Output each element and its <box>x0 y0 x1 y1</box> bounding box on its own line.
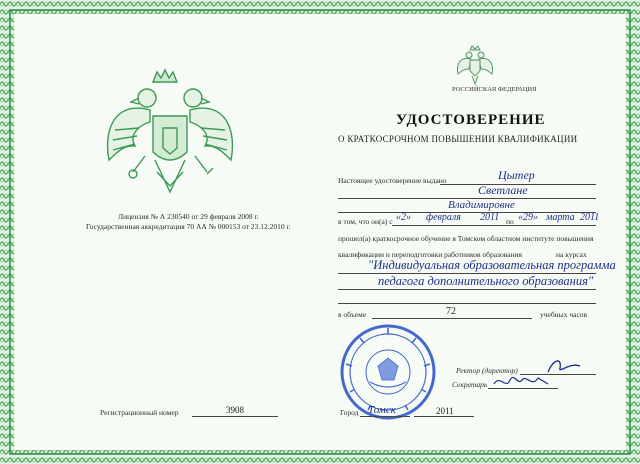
year-from: 2011 <box>480 212 500 223</box>
double-headed-eagle-icon <box>95 60 245 210</box>
month-to: марта <box>546 212 575 223</box>
accreditation-text: Государственная аккредитация 70 АА № 000153 от 23.12.2010 г. <box>86 222 291 231</box>
day-to: «29» <box>518 212 538 223</box>
course-name-line-1: "Индивидуальная образовательная программа <box>368 258 616 272</box>
city-value: Томск <box>368 404 396 416</box>
small-eagle-emblem-icon <box>455 44 495 86</box>
license-text: Лицензия № А 230540 от 29 февраля 2008 г. <box>118 212 259 221</box>
holder-name: Светлане <box>478 183 528 197</box>
reg-number-label: Регистрационный номер <box>100 408 179 417</box>
year-to: 2011 <box>580 212 600 223</box>
holder-patronymic: Владимировне <box>448 199 515 211</box>
volume-hours: 72 <box>446 306 456 317</box>
period-to-label: по <box>506 217 514 226</box>
secretary-signature <box>492 370 552 392</box>
issued-label: Настоящее удостоверение выдано <box>338 176 447 185</box>
period-from-label: в том, что он(а) с <box>338 217 393 226</box>
reg-number-value: 3908 <box>226 405 244 415</box>
volume-unit: учебных часов <box>540 310 588 319</box>
volume-label: в объеме <box>338 310 367 319</box>
issue-year: 2011 <box>436 406 454 416</box>
course-name-line-2: педагога дополнительного образования" <box>378 274 594 288</box>
training-line-2: квалификации и переподготовки работников образования <box>338 250 522 259</box>
document-subtitle: О КРАТКОСРОЧНОМ ПОВЫШЕНИИ КВАЛИФИКАЦИИ <box>338 134 578 144</box>
rector-label: Ректор (директор) <box>456 366 518 375</box>
document-title: УДОСТОВЕРЕНИЕ <box>396 112 546 128</box>
city-label: Город <box>340 408 359 417</box>
secretary-label: Секретарь <box>452 380 488 389</box>
holder-surname: Цытер <box>498 168 535 182</box>
training-line-1: прошел(а) краткосрочное обучение в Томском областном институте повышения <box>338 234 594 243</box>
course-label: на курсах <box>556 250 587 259</box>
federation-label: РОССИЙСКАЯ ФЕДЕРАЦИЯ <box>452 86 537 93</box>
month-from: февраля <box>426 212 461 223</box>
day-from: «2» <box>396 212 411 223</box>
